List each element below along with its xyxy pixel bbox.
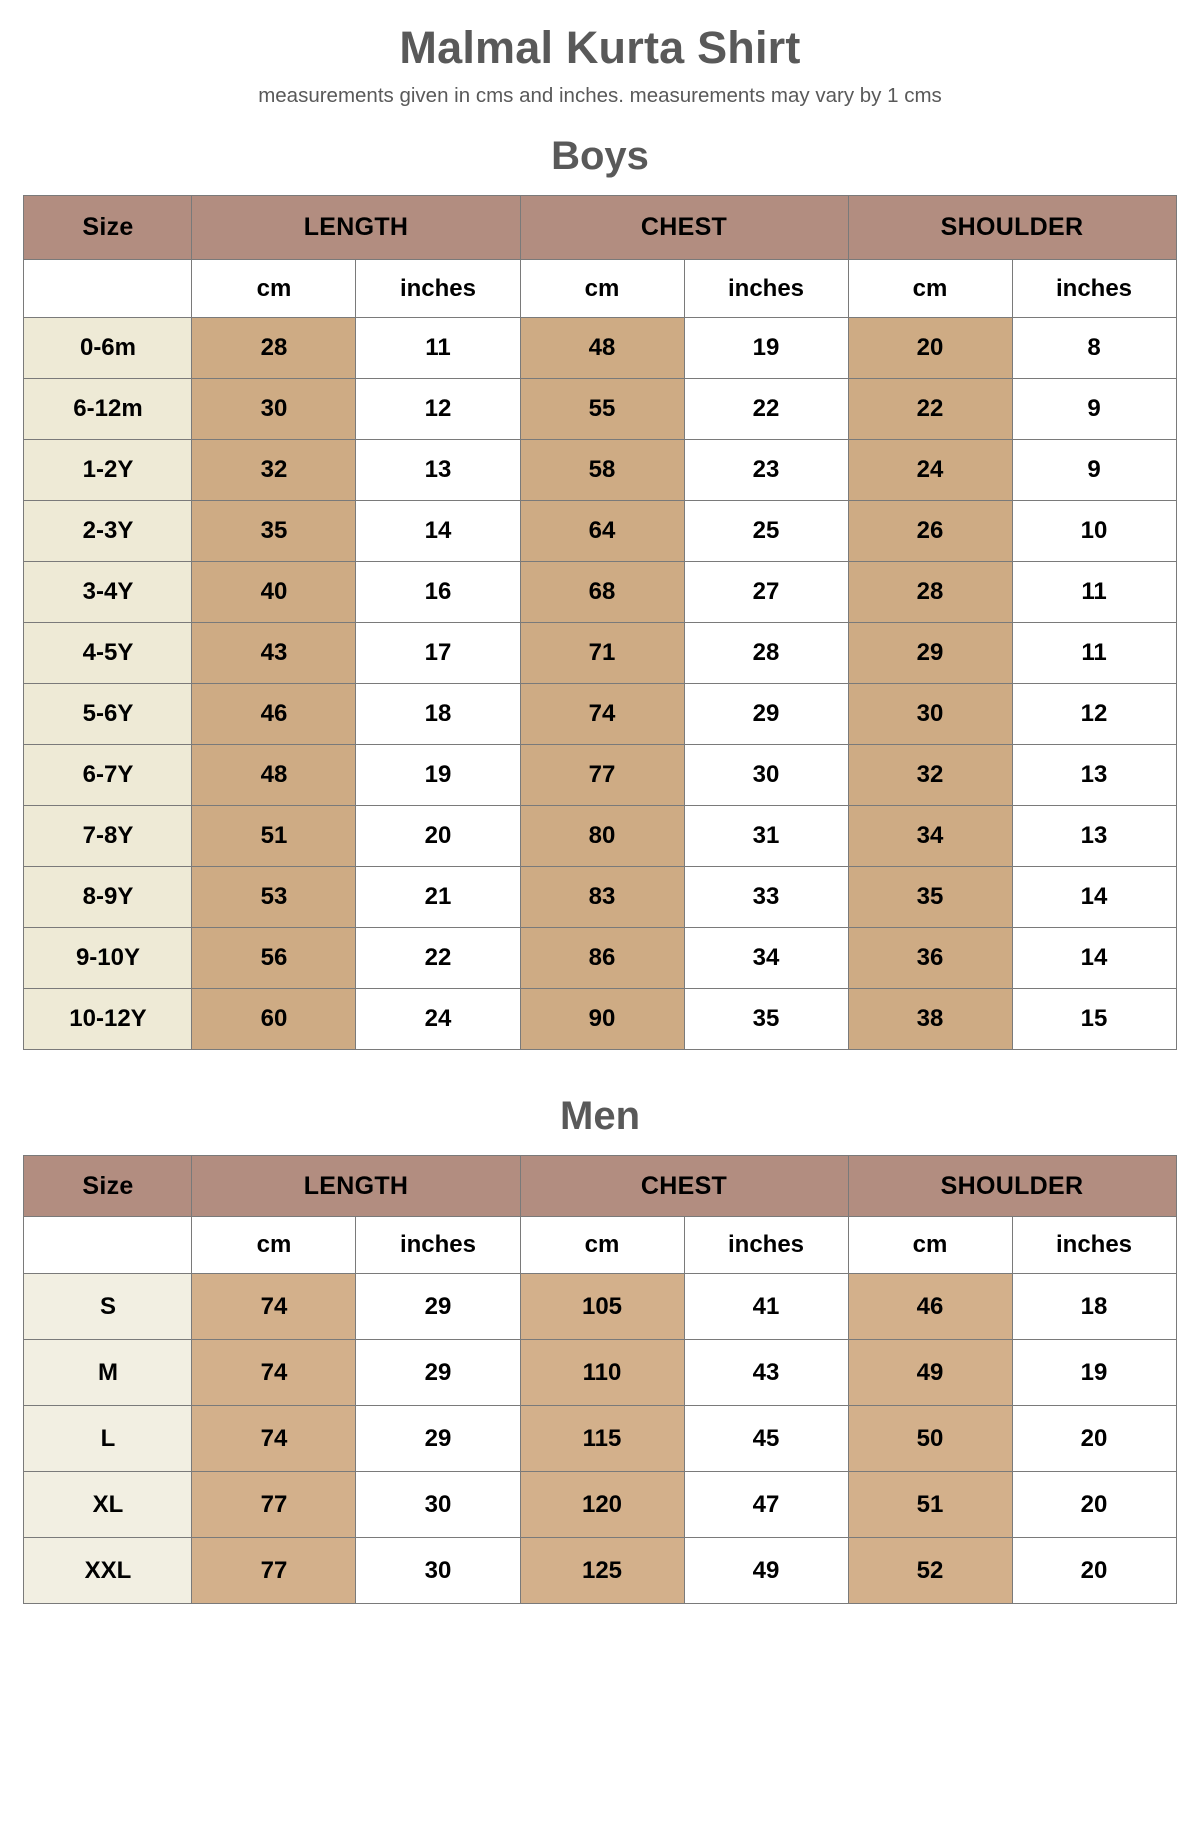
header-chest-cm: cm <box>520 260 684 318</box>
cell-length-in: 30 <box>356 1538 520 1604</box>
cell-shoulder-in: 9 <box>1012 379 1176 440</box>
cell-chest-cm: 80 <box>520 806 684 867</box>
cell-length-in: 13 <box>356 440 520 501</box>
cell-length-in: 29 <box>356 1274 520 1340</box>
cell-length-in: 18 <box>356 684 520 745</box>
cell-size: 7-8Y <box>24 806 192 867</box>
cell-shoulder-cm: 32 <box>848 745 1012 806</box>
cell-shoulder-in: 14 <box>1012 867 1176 928</box>
cell-chest-in: 22 <box>684 379 848 440</box>
cell-length-cm: 48 <box>192 745 356 806</box>
men-table-body <box>24 1274 1176 1604</box>
cell-chest-in: 43 <box>684 1340 848 1406</box>
cell-shoulder-in: 13 <box>1012 745 1176 806</box>
cell-shoulder-in: 18 <box>1012 1274 1176 1340</box>
header-shoulder-inches: inches <box>1012 1217 1176 1274</box>
men-size-table <box>23 1155 1176 1604</box>
header-shoulder-cm: cm <box>848 260 1012 318</box>
header-size: Size <box>24 196 192 260</box>
cell-length-cm: 77 <box>192 1472 356 1538</box>
table-row <box>24 623 1176 684</box>
cell-shoulder-in: 8 <box>1012 318 1176 379</box>
cell-shoulder-cm: 49 <box>848 1340 1012 1406</box>
table-row <box>24 928 1176 989</box>
cell-length-cm: 46 <box>192 684 356 745</box>
cell-chest-in: 30 <box>684 745 848 806</box>
cell-length-in: 29 <box>356 1406 520 1472</box>
cell-length-in: 20 <box>356 806 520 867</box>
cell-chest-in: 29 <box>684 684 848 745</box>
table-row <box>24 318 1176 379</box>
cell-length-cm: 56 <box>192 928 356 989</box>
boys-size-table <box>23 195 1176 1050</box>
table-row <box>24 1340 1176 1406</box>
cell-length-in: 17 <box>356 623 520 684</box>
cell-shoulder-cm: 28 <box>848 562 1012 623</box>
cell-chest-in: 25 <box>684 501 848 562</box>
cell-shoulder-cm: 38 <box>848 989 1012 1050</box>
cell-chest-cm: 74 <box>520 684 684 745</box>
cell-length-cm: 74 <box>192 1274 356 1340</box>
cell-size: 6-7Y <box>24 745 192 806</box>
header-chest-inches: inches <box>684 1217 848 1274</box>
cell-size: 9-10Y <box>24 928 192 989</box>
cell-chest-in: 23 <box>684 440 848 501</box>
table-row <box>24 501 1176 562</box>
cell-length-cm: 53 <box>192 867 356 928</box>
table-header-units <box>24 1217 1176 1274</box>
cell-chest-in: 31 <box>684 806 848 867</box>
cell-chest-in: 33 <box>684 867 848 928</box>
cell-chest-cm: 68 <box>520 562 684 623</box>
table-row <box>24 379 1176 440</box>
table-row <box>24 806 1176 867</box>
cell-shoulder-cm: 29 <box>848 623 1012 684</box>
cell-chest-in: 35 <box>684 989 848 1050</box>
header-unit-blank <box>24 1217 192 1274</box>
header-length-cm: cm <box>192 260 356 318</box>
cell-shoulder-cm: 36 <box>848 928 1012 989</box>
cell-shoulder-in: 12 <box>1012 684 1176 745</box>
cell-shoulder-cm: 50 <box>848 1406 1012 1472</box>
cell-chest-cm: 90 <box>520 989 684 1050</box>
header-chest-inches: inches <box>684 260 848 318</box>
cell-chest-cm: 71 <box>520 623 684 684</box>
header-length: LENGTH <box>192 1156 520 1217</box>
header-length: LENGTH <box>192 196 520 260</box>
cell-length-cm: 74 <box>192 1406 356 1472</box>
table-row <box>24 1274 1176 1340</box>
cell-shoulder-in: 15 <box>1012 989 1176 1050</box>
cell-size: 8-9Y <box>24 867 192 928</box>
cell-shoulder-in: 11 <box>1012 562 1176 623</box>
cell-size: L <box>24 1406 192 1472</box>
header-length-inches: inches <box>356 1217 520 1274</box>
cell-shoulder-cm: 52 <box>848 1538 1012 1604</box>
header-size: Size <box>24 1156 192 1217</box>
cell-length-cm: 32 <box>192 440 356 501</box>
cell-shoulder-cm: 51 <box>848 1472 1012 1538</box>
cell-size: XL <box>24 1472 192 1538</box>
cell-shoulder-in: 20 <box>1012 1538 1176 1604</box>
cell-shoulder-cm: 46 <box>848 1274 1012 1340</box>
cell-length-in: 12 <box>356 379 520 440</box>
table-header-groups <box>24 1156 1176 1217</box>
cell-size: 5-6Y <box>24 684 192 745</box>
cell-chest-in: 19 <box>684 318 848 379</box>
cell-shoulder-in: 19 <box>1012 1340 1176 1406</box>
size-chart-page <box>0 22 1200 1822</box>
cell-shoulder-cm: 35 <box>848 867 1012 928</box>
cell-chest-in: 47 <box>684 1472 848 1538</box>
cell-length-in: 19 <box>356 745 520 806</box>
cell-chest-in: 41 <box>684 1274 848 1340</box>
cell-length-cm: 40 <box>192 562 356 623</box>
cell-chest-cm: 55 <box>520 379 684 440</box>
table-row <box>24 440 1176 501</box>
header-shoulder-inches: inches <box>1012 260 1176 318</box>
boys-table-body <box>24 318 1176 1050</box>
section-heading-boys: Boys <box>551 134 649 178</box>
cell-length-cm: 28 <box>192 318 356 379</box>
cell-length-in: 29 <box>356 1340 520 1406</box>
page-title: Malmal Kurta Shirt <box>399 22 801 73</box>
cell-length-cm: 30 <box>192 379 356 440</box>
cell-shoulder-in: 20 <box>1012 1406 1176 1472</box>
cell-length-cm: 60 <box>192 989 356 1050</box>
table-row <box>24 562 1176 623</box>
cell-chest-cm: 105 <box>520 1274 684 1340</box>
cell-shoulder-cm: 20 <box>848 318 1012 379</box>
cell-size: 0-6m <box>24 318 192 379</box>
header-shoulder-cm: cm <box>848 1217 1012 1274</box>
cell-chest-in: 49 <box>684 1538 848 1604</box>
table-row <box>24 1406 1176 1472</box>
cell-length-in: 30 <box>356 1472 520 1538</box>
cell-size: 4-5Y <box>24 623 192 684</box>
cell-shoulder-in: 11 <box>1012 623 1176 684</box>
section-heading-men: Men <box>560 1094 640 1138</box>
cell-shoulder-cm: 22 <box>848 379 1012 440</box>
cell-length-in: 22 <box>356 928 520 989</box>
cell-size: S <box>24 1274 192 1340</box>
table-row <box>24 684 1176 745</box>
cell-chest-cm: 48 <box>520 318 684 379</box>
table-row <box>24 989 1176 1050</box>
cell-size: 1-2Y <box>24 440 192 501</box>
cell-size: 10-12Y <box>24 989 192 1050</box>
cell-size: 3-4Y <box>24 562 192 623</box>
header-length-cm: cm <box>192 1217 356 1274</box>
cell-shoulder-in: 9 <box>1012 440 1176 501</box>
cell-shoulder-in: 13 <box>1012 806 1176 867</box>
cell-shoulder-cm: 30 <box>848 684 1012 745</box>
cell-size: 6-12m <box>24 379 192 440</box>
cell-chest-cm: 83 <box>520 867 684 928</box>
table-row <box>24 867 1176 928</box>
table-row <box>24 1472 1176 1538</box>
cell-chest-cm: 110 <box>520 1340 684 1406</box>
header-shoulder: SHOULDER <box>848 1156 1176 1217</box>
cell-chest-in: 28 <box>684 623 848 684</box>
cell-chest-cm: 64 <box>520 501 684 562</box>
cell-length-in: 14 <box>356 501 520 562</box>
cell-length-cm: 77 <box>192 1538 356 1604</box>
header-chest-cm: cm <box>520 1217 684 1274</box>
cell-size: M <box>24 1340 192 1406</box>
cell-size: 2-3Y <box>24 501 192 562</box>
cell-shoulder-cm: 24 <box>848 440 1012 501</box>
cell-length-cm: 51 <box>192 806 356 867</box>
cell-chest-in: 27 <box>684 562 848 623</box>
cell-shoulder-in: 20 <box>1012 1472 1176 1538</box>
cell-chest-cm: 115 <box>520 1406 684 1472</box>
table-row <box>24 745 1176 806</box>
header-chest: CHEST <box>520 1156 848 1217</box>
cell-chest-cm: 77 <box>520 745 684 806</box>
cell-length-in: 16 <box>356 562 520 623</box>
header-unit-blank <box>24 260 192 318</box>
cell-length-cm: 43 <box>192 623 356 684</box>
cell-chest-cm: 86 <box>520 928 684 989</box>
cell-shoulder-in: 10 <box>1012 501 1176 562</box>
header-shoulder: SHOULDER <box>848 196 1176 260</box>
cell-length-cm: 35 <box>192 501 356 562</box>
cell-chest-cm: 125 <box>520 1538 684 1604</box>
cell-length-in: 24 <box>356 989 520 1050</box>
table-header-units <box>24 260 1176 318</box>
cell-length-in: 11 <box>356 318 520 379</box>
cell-length-cm: 74 <box>192 1340 356 1406</box>
table-header-groups <box>24 196 1176 260</box>
cell-shoulder-cm: 26 <box>848 501 1012 562</box>
header-length-inches: inches <box>356 260 520 318</box>
cell-shoulder-in: 14 <box>1012 928 1176 989</box>
cell-shoulder-cm: 34 <box>848 806 1012 867</box>
table-row <box>24 1538 1176 1604</box>
cell-chest-cm: 58 <box>520 440 684 501</box>
cell-chest-in: 45 <box>684 1406 848 1472</box>
cell-size: XXL <box>24 1538 192 1604</box>
cell-length-in: 21 <box>356 867 520 928</box>
header-chest: CHEST <box>520 196 848 260</box>
cell-chest-cm: 120 <box>520 1472 684 1538</box>
page-subtitle: measurements given in cms and inches. measurements may vary by 1 cms <box>258 84 942 107</box>
cell-chest-in: 34 <box>684 928 848 989</box>
